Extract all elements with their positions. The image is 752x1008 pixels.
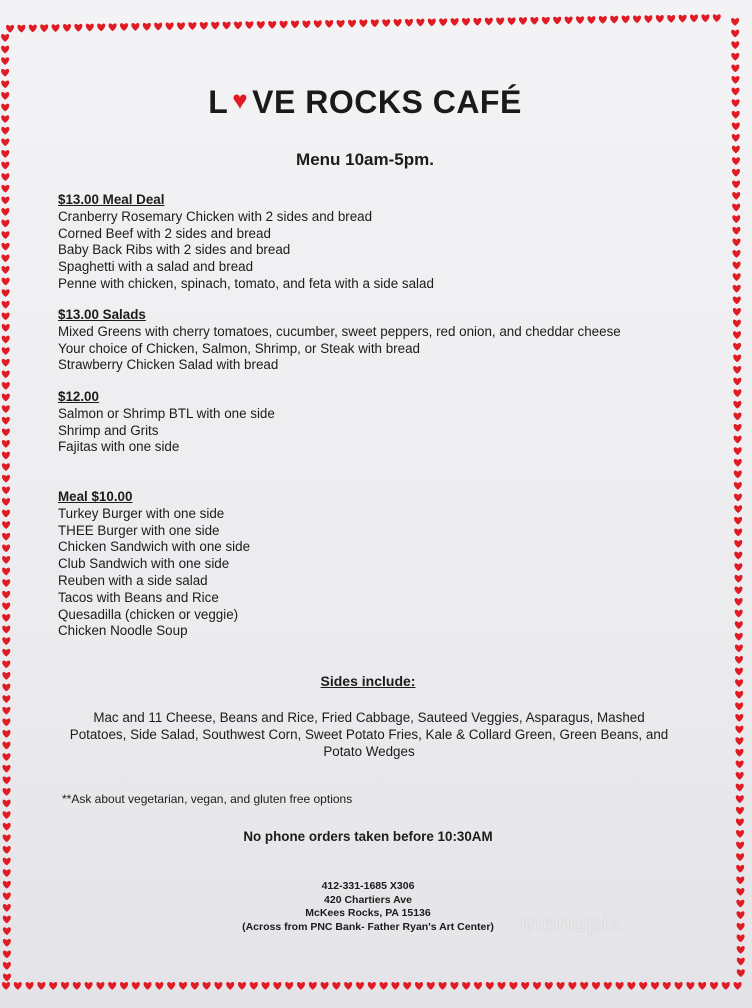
section-heading: $13.00 Salads xyxy=(58,307,146,322)
menu-item: Fajitas with one side xyxy=(58,439,180,455)
section-12 xyxy=(58,389,275,456)
menu-item: Chicken Noodle Soup xyxy=(58,623,188,639)
menu-item: Mixed Greens with cherry tomatoes, cucumber, sweet peppers, red onion, and cheddar cheese xyxy=(58,323,621,339)
menu-item: Club Sandwich with one side xyxy=(58,556,230,572)
section-heading: $12.00 xyxy=(58,389,99,404)
menu-item: Penne with chicken, spinach, tomato, and feta with a side salad xyxy=(58,275,434,291)
section-heading: Meal $10.00 xyxy=(58,489,133,504)
menu-item: Salmon or Shrimp BTL with one side xyxy=(58,405,275,421)
menu-item: Turkey Burger with one side xyxy=(58,505,225,521)
contact-city: McKees Rocks, PA 15136 xyxy=(305,907,431,920)
contact-street: 420 Chartiers Ave xyxy=(324,893,412,906)
menu-item: Strawberry Chicken Salad with bread xyxy=(58,357,279,373)
section-meal-10 xyxy=(58,489,250,640)
menu-item: Quesadilla (chicken or veggie) xyxy=(58,606,239,622)
menu-item: THEE Burger with one side xyxy=(58,522,220,538)
menu-item: Your choice of Chicken, Salmon, Shrimp, or Steak with bread xyxy=(58,340,420,356)
page-title xyxy=(0,84,730,121)
section-salads xyxy=(58,307,621,374)
contact-block xyxy=(0,880,736,934)
dietary-note: **Ask about vegetarian, vegan, and gluten free options xyxy=(62,792,353,806)
heart-icon: ♥ xyxy=(232,85,249,115)
menu-item: Cranberry Rosemary Chicken with 2 sides and bread xyxy=(58,208,373,224)
title-suffix: VE ROCKS CAFÉ xyxy=(252,84,522,120)
menu-item: Reuben with a side salad xyxy=(58,572,208,588)
section-heading: $13.00 Meal Deal xyxy=(58,192,165,207)
sides-heading: Sides include: xyxy=(320,673,416,689)
menu-item: Spaghetti with a salad and bread xyxy=(58,259,254,275)
watermark-logo: menupix xyxy=(520,912,623,937)
section-meal-deal xyxy=(58,192,434,293)
contact-phone: 412-331-1685 X306 xyxy=(321,880,415,892)
menu-item: Tacos with Beans and Rice xyxy=(58,589,219,605)
menu-item: Shrimp and Grits xyxy=(58,422,159,438)
menu-hours: Menu 10am-5pm. xyxy=(296,150,434,169)
contact-landmark: (Across from PNC Bank- Father Ryan's Art Center) xyxy=(242,920,494,933)
menu-item: Chicken Sandwich with one side xyxy=(58,539,251,555)
menu-item: Baby Back Ribs with 2 sides and bread xyxy=(58,242,291,258)
sides-list: Mac and 11 Cheese, Beans and Rice, Fried Cabbage, Sauteed Veggies, Asparagus, Mashed Potatoes, Side Salad, Southwest Corn, Sweet Potato Fries, Kale & Collard Green, Green Beans, and Potato Wedges xyxy=(69,710,669,759)
menu-item: Corned Beef with 2 sides and bread xyxy=(58,225,271,241)
phone-order-note: No phone orders taken before 10:30AM xyxy=(243,829,493,844)
title-prefix: L xyxy=(208,84,229,120)
